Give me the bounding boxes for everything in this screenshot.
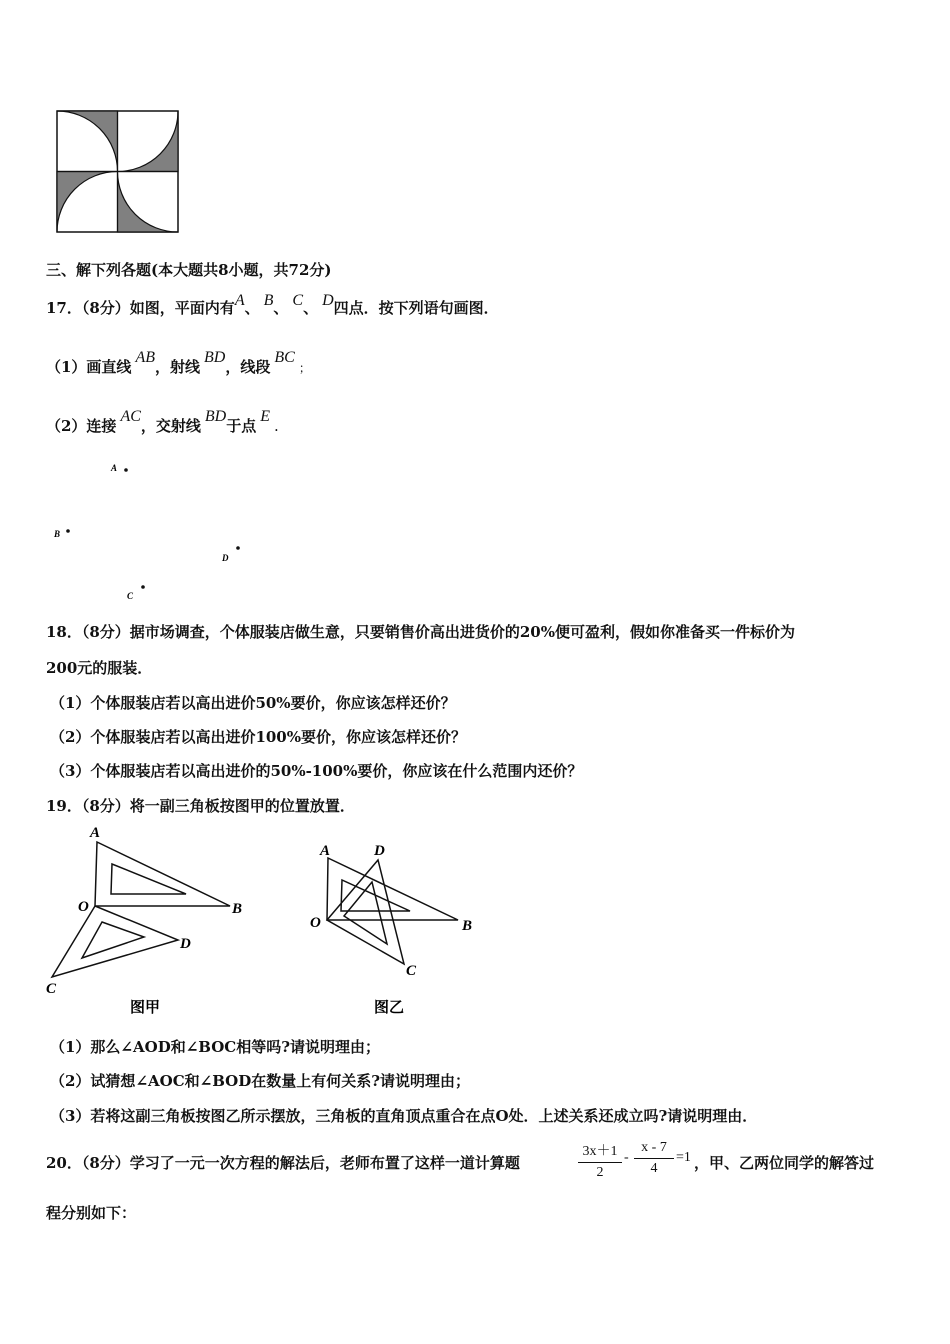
q18-part1: （1）个体服装店若以高出进价50%要价，你应该怎样还价？	[50, 694, 456, 712]
section-3-heading: 三、解下列各题(本大题共8小题，共72分)	[46, 261, 332, 279]
q17-part2: （2）连接AC，交射线BD于点E.	[46, 408, 279, 435]
fig-yi-label-a: A	[320, 843, 331, 859]
q17-points-figure	[40, 455, 260, 605]
q20-fraction-1	[578, 1140, 622, 1181]
q18-stem-line1: 18．（8分）据市场调查，个体服装店做生意，只要销售价高出进货价的20%便可盈利，假如你准备买一件标价为	[46, 623, 795, 641]
q17-stem: 17．（8分）如图，平面内有A、 B、 C、 D四点．按下列语句画图．	[46, 292, 499, 317]
point-a	[124, 468, 128, 472]
q20-equals-one: =1	[676, 1150, 691, 1165]
point-b	[66, 529, 70, 533]
q20-minus-sign: -	[624, 1150, 629, 1165]
point-d	[236, 546, 240, 550]
q19-part1: （1）那么∠AOD和∠BOC相等吗?请说明理由；	[50, 1038, 381, 1056]
fig-jia-label-o: O	[78, 899, 89, 915]
q20-stem-line2: 程分别如下：	[46, 1204, 137, 1222]
q18-stem-line2: 200元的服装．	[46, 659, 153, 677]
fig-jia-label-d: D	[180, 936, 191, 952]
q18-part2: （2）个体服装店若以高出进价100%要价，你应该怎样还价？	[50, 728, 467, 746]
fraction-2-numerator: x - 7	[641, 1140, 667, 1155]
q20-stem-suffix: ，甲、乙两位同学的解答过	[694, 1154, 875, 1172]
point-c	[141, 585, 145, 589]
q19-part2: （2）试猜想∠AOC和∠BOD在数量上有何关系?请说明理由；	[50, 1072, 471, 1090]
point-label-d: D	[222, 553, 229, 563]
fig-jia-label-a: A	[90, 825, 101, 841]
q19-figure-jia	[40, 822, 260, 1022]
fraction-2-denominator: 4	[650, 1161, 658, 1176]
fraction-1-numerator: 3x＋1	[582, 1144, 618, 1159]
q20-fraction-2	[634, 1140, 674, 1177]
pinwheel-figure	[54, 108, 182, 236]
q19-figure-yi	[300, 838, 490, 1018]
q19-part3: （3）若将这副三角板按图乙所示摆放，三角板的直角顶点重合在点O处．上述关系还成立吗?请说明理由．	[50, 1107, 758, 1125]
fig-yi-label-o: O	[310, 915, 321, 931]
fig-jia-label-c: C	[46, 981, 57, 997]
q19-stem: 19．（8分）将一副三角板按图甲的位置放置．	[46, 797, 355, 815]
fig-jia-caption: 图甲	[130, 1000, 161, 1016]
fig-yi-caption: 图乙	[374, 1000, 405, 1016]
point-label-b: B	[54, 529, 61, 539]
fraction-1-denominator: 2	[596, 1165, 604, 1180]
q17-part1: （1）画直线AB，射线BD，线段BC；	[46, 349, 311, 376]
point-label-c: C	[127, 591, 134, 601]
fig-yi-label-c: C	[406, 963, 417, 979]
fig-jia-label-b: B	[232, 901, 243, 917]
fig-yi-label-d: D	[374, 843, 385, 859]
q20-stem-prefix: 20．（8分）学习了一元一次方程的解法后，老师布置了这样一道计算题	[46, 1154, 520, 1172]
point-label-a: A	[111, 463, 118, 473]
fig-yi-label-b: B	[462, 918, 473, 934]
q18-part3: （3）个体服装店若以高出进价的50%-100%要价，你应该在什么范围内还价？	[50, 762, 583, 780]
